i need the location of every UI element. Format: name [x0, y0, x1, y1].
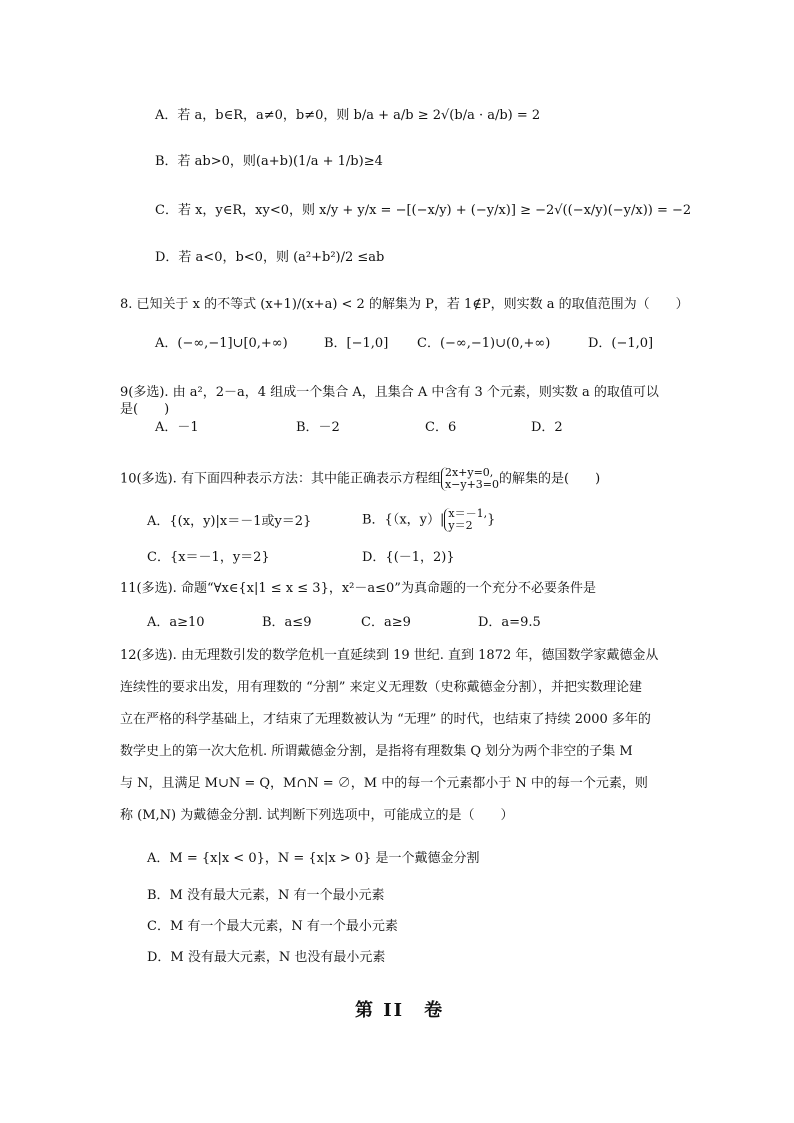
q11-option-c: C．a≥9 [361, 615, 411, 630]
q8-option-a: A．(−∞,−1]∪[0,+∞) [155, 336, 288, 351]
q12-line-5: 与 N，且满足 M∪N = Q，M∩N = ∅，M 中的每一个元素都小于 N 中的每一个元素，则 [120, 776, 648, 791]
q10-option-b [362, 508, 495, 532]
q7-option-a: A．若 a，b∈R，a≠0，b≠0，则 b/a + a/b ≥ 2√(b/a · a/b) = 2 [155, 108, 541, 123]
q12-line-3: 立在严格的科学基础上，才结束了无理数被认为 “无理” 的时代，也结束了持续 2000 多年的 [120, 712, 651, 727]
q8-option-c: C．(−∞,−1)∪(0,+∞) [417, 336, 551, 351]
q11-option-d: D．a=9.5 [478, 615, 541, 630]
q12-option-c: C．M 有一个最大元素，N 有一个最小元素 [147, 919, 398, 934]
q9-option-c: C．6 [425, 420, 457, 435]
q10-option-b-system [444, 508, 487, 532]
q12-option-a: A．M = {x|x < 0}，N = {x|x > 0} 是一个戴德金分割 [147, 851, 480, 866]
q10-option-d: D．{(－1，2)} [362, 550, 455, 565]
q12-line-6: 称 (M,N) 为戴德金分割. 试判断下列选项中，可能成立的是（ ） [120, 808, 514, 823]
q12-line-4: 数学史上的第一次大危机. 所谓戴德金分割，是指将有理数集 Q 划分为两个非空的子集 M [120, 744, 633, 759]
q12-option-d: D．M 没有最大元素，N 也没有最小元素 [147, 950, 386, 965]
q10-stem-post: 的解集的是( ) [499, 471, 601, 487]
q10-equation-2: x−y+3=0 [444, 478, 500, 491]
section-title: 第 II 卷 [355, 1000, 445, 1021]
q10-option-c: C．{x＝－1，y＝2} [147, 550, 270, 565]
q11-option-a: A．a≥10 [147, 615, 205, 630]
q7-option-d: D．若 a<0，b<0，则 (a²+b²)/2 ≤ab [155, 250, 385, 265]
q10-option-b-pre: B．{（x，y）| [362, 512, 445, 528]
q8-stem: 8. 已知关于 x 的不等式 (x+1)/(x+a) < 2 的解集为 P，若 1∉P，则实数 a 的取值范围为（ ） [120, 297, 689, 312]
q9-stem-line2: 是( ) [120, 402, 170, 417]
q12-option-b: B．M 没有最大元素，N 有一个最小元素 [147, 888, 385, 903]
q9-stem-line1: 9(多选). 由 a²，2－a，4 组成一个集合 A，且集合 A 中含有 3 个元素，则实数 a 的取值可以 [120, 385, 659, 400]
q9-option-d: D．2 [531, 420, 563, 435]
q10-option-b-eq1: x＝－1, [448, 507, 488, 520]
q9-option-b: B．－2 [296, 420, 340, 435]
q10-equation-system [441, 467, 499, 491]
q10-stem-pre: 10(多选). 有下面四种表示方法：其中能正确表示方程组 [120, 471, 441, 487]
q10-option-b-post: } [487, 512, 496, 528]
q12-line-2: 连续性的要求出发，用有理数的 “分割” 来定义无理数（史称戴德金分割），并把实数理论建 [120, 680, 643, 695]
q11-option-b: B．a≤9 [262, 615, 312, 630]
q7-option-b: B．若 ab>0，则(a+b)(1/a + 1/b)≥4 [155, 154, 383, 169]
q10-equation-1: 2x+y=0, [444, 466, 494, 479]
q11-stem: 11(多选). 命题“∀x∈{x|1 ≤ x ≤ 3}，x²－a≤0”为真命题的一个充分不必要条件是 [120, 581, 596, 596]
q10-option-b-eq2: y＝2 [448, 519, 473, 532]
q9-option-a: A．－1 [155, 420, 199, 435]
q8-option-d: D．(−1,0] [588, 336, 654, 351]
q10-option-a: A．{(x，y)|x＝－1或y＝2} [147, 514, 312, 529]
q10-stem [120, 467, 600, 491]
q8-option-b: B．[−1,0] [324, 336, 389, 351]
q12-line-1: 12(多选). 由无理数引发的数学危机一直延续到 19 世纪. 直到 1872 年，德国数学家戴德金从 [120, 648, 659, 663]
q7-option-c: C．若 x，y∈R，xy<0，则 x/y + y/x = −[(−x/y) + (−y/x)] ≥ −2√((−x/y)(−y/x)) = −2 [155, 203, 692, 218]
